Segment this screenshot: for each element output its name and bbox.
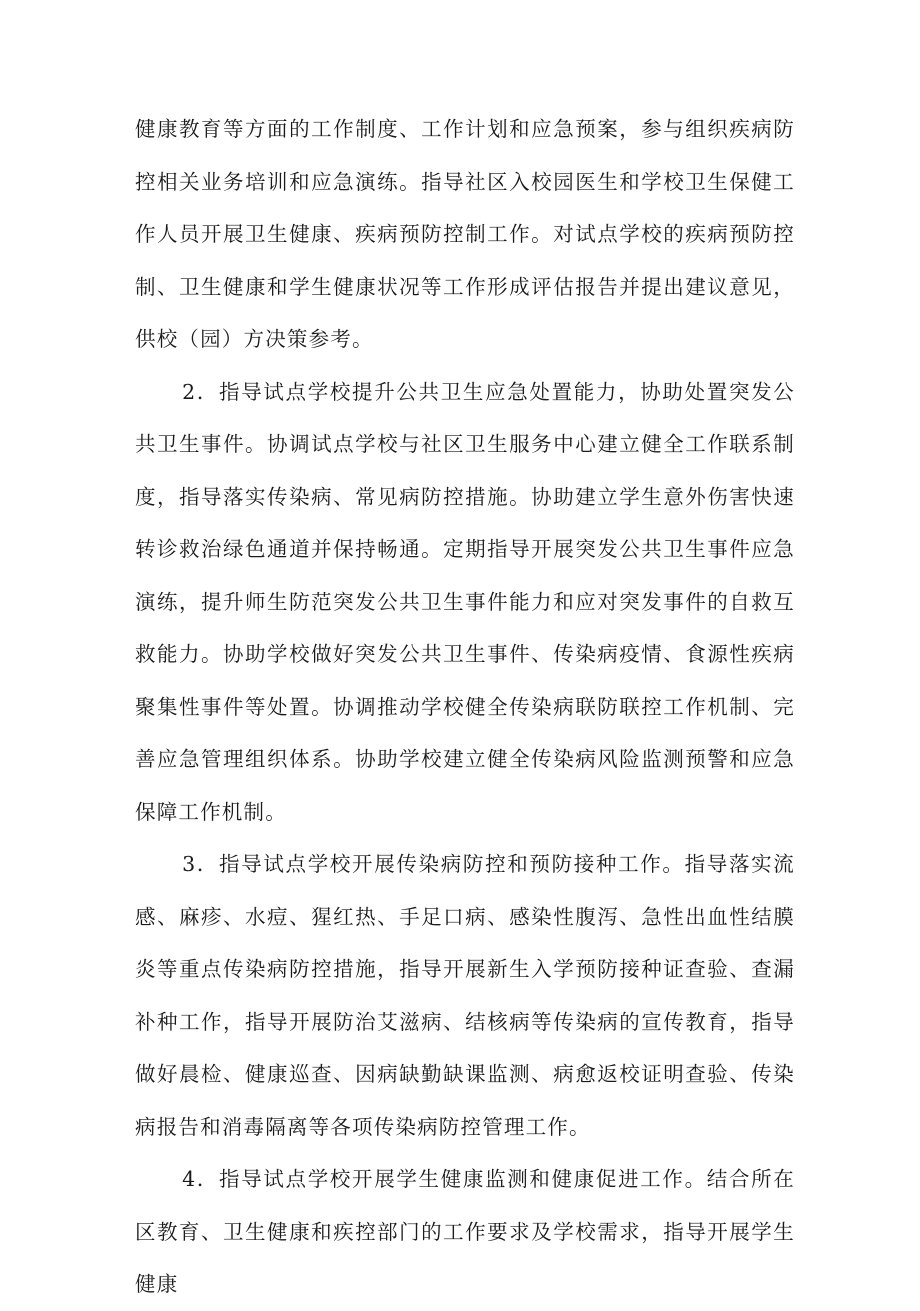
paragraph-continuation: 健康教育等方面的工作制度、工作计划和应急预案，参与组织疾病防控相关业务培训和应急演练。指导社区入校园医生和学校卫生保健工作人员开展卫生健康、疾病预防控制工作。对试点学校的疾病预防控制、卫生健康和学生健康状况等工作形成评估报告并提出建议意见，供校（园）方决策参考。 (135, 117, 795, 351)
document-body (135, 103, 795, 1311)
paragraph-item-3: 3．指导试点学校开展传染病防控和预防接种工作。指导落实流感、麻疹、水痘、猩红热、手足口病、感染性腹泻、急性出血性结膜炎等重点传染病防控措施，指导开展新生入学预防接种证查验、查漏补种工作，指导开展防治艾滋病、结核病等传染病的宣传教育，指导做好晨检、健康巡查、因病缺勤缺课监测、病愈返校证明查验、传染病报告和消毒隔离等各项传染病防控管理工作。 (135, 852, 795, 1139)
paragraph-item-4: 4．指导试点学校开展学生健康监测和健康促进工作。结合所在区教育、卫生健康和疾控部门的工作要求及学校需求，指导开展学生健康 (135, 1167, 795, 1296)
paragraph-item-2: 2．指导试点学校提升公共卫生应急处置能力，协助处置突发公共卫生事件。协调试点学校与社区卫生服务中心建立健全工作联系制度，指导落实传染病、常见病防控措施。协助建立学生意外伤害快速转诊救治绿色通道并保持畅通。定期指导开展突发公共卫生事件应急演练，提升师生防范突发公共卫生事件能力和应对突发事件的自救互救能力。协助学校做好突发公共卫生事件、传染病疫情、食源性疾病聚集性事件等处置。协调推动学校健全传染病联防联控工作机制、完善应急管理组织体系。协助学校建立健全传染病风险监测预警和应急保障工作机制。 (135, 379, 795, 824)
